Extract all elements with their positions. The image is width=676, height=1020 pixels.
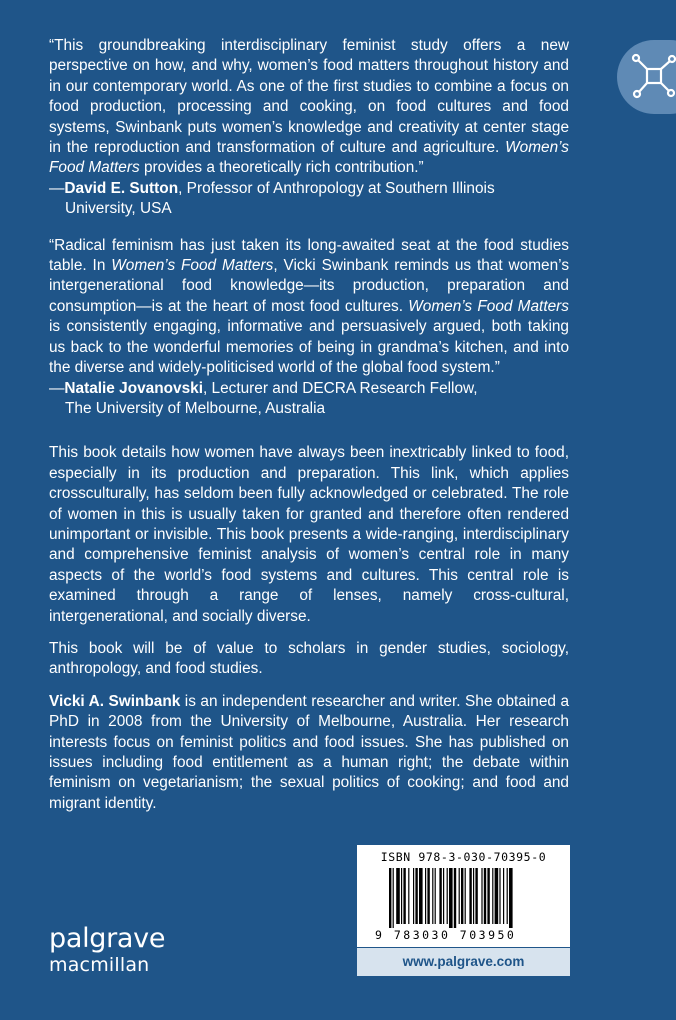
barcode-bar <box>465 868 466 924</box>
barcode-bar <box>449 868 453 928</box>
barcode-bar <box>443 868 444 924</box>
isbn-label: ISBN 978-3-030-70395-0 <box>380 850 547 864</box>
barcode-bar <box>469 868 471 924</box>
barcode-bars <box>389 868 549 928</box>
quote1-text-start: “This groundbreaking interdisciplinary feminist study offers a new perspective on how, and why, women’s food matters throughout history and in our contemporary world. As one of the first studies to combine a focus on food production, processing and cooking, on food cultures and food systems, Swinbank puts women’s knowledge and creativity at center stage in the reproduction and transformation of culture and agriculture. <box>49 37 569 157</box>
quote2-dash: — <box>49 379 65 397</box>
barcode-bar <box>408 868 409 924</box>
barcode-bar <box>389 868 391 928</box>
barcode-bar <box>413 868 414 924</box>
quote1-text-end: provides a theoretically rich contribution.” <box>143 159 424 177</box>
barcode-bar <box>484 868 486 924</box>
barcode-bar <box>475 868 477 924</box>
barcode-digits: 9 783030 703950 <box>375 928 517 942</box>
publisher-logo <box>49 925 165 977</box>
barcode-bar <box>432 868 433 924</box>
quote2-affiliation-2: The University of Melbourne, Australia <box>65 399 326 417</box>
bio-text: is an independent researcher and writer. She obtained a PhD in 2008 from the University of Melbourne, Australia. Her research interests focus on feminist politics and food issues. She has published on issues including food entitlement as a human right; the debate within feminism on vegetarianism; the sexual politics of cooking; and food and migrant identity. <box>49 692 570 812</box>
isbn-barcode <box>357 845 570 947</box>
barcode-bar <box>461 868 463 924</box>
quote1-attribution <box>49 179 569 220</box>
author-bio <box>49 692 569 814</box>
endorsement-quote-1 <box>49 36 569 220</box>
barcode-bar <box>473 868 474 924</box>
barcode-bar <box>396 868 400 924</box>
barcode-bar <box>507 868 508 924</box>
barcode-bar <box>425 868 426 924</box>
barcode-bar <box>487 868 489 924</box>
quote1-book-title: Women’s Food Matters <box>49 139 569 177</box>
barcode-bar <box>454 868 456 928</box>
endorsement-quote-2 <box>49 236 569 420</box>
barcode-bar <box>427 868 429 924</box>
cover-text-column <box>49 36 569 814</box>
quote1-affiliation-2: University, USA <box>65 200 172 218</box>
barcode-bar <box>492 868 493 924</box>
publisher-logo-line2: macmillan <box>49 954 150 976</box>
barcode-bar <box>435 868 436 924</box>
barcode-bar <box>393 868 394 928</box>
quote2-author: Natalie Jovanovski <box>64 379 203 397</box>
quote2-text-a: “Radical feminism has just taken its long-awaited seat at the food studies table. In <box>49 236 569 275</box>
network-icon <box>629 52 676 104</box>
barcode-bar <box>459 868 460 924</box>
quote1-dash: — <box>49 179 65 197</box>
barcode-bar <box>401 868 402 924</box>
barcode-bar <box>447 868 448 924</box>
barcode-bar <box>415 868 417 924</box>
barcode-bar <box>495 868 499 924</box>
barcode-bar <box>439 868 441 924</box>
barcode-bar <box>481 868 482 924</box>
barcode-bar <box>403 868 405 924</box>
description-paragraph-2: This book will be of value to scholars in gender studies, sociology, anthropology, and food studies. <box>49 639 569 678</box>
quote1-affiliation-1: , Professor of Anthropology at Southern Illinois <box>178 179 495 197</box>
quote2-affiliation-1: , Lecturer and DECRA Research Fellow, <box>202 379 478 397</box>
springer-link-badge[interactable] <box>617 40 676 114</box>
quote2-book-title-1: Women’s Food Matters <box>111 257 274 275</box>
quote2-attribution <box>49 379 569 420</box>
description-paragraph-1: This book details how women have always been inextricably linked to food, especially in its production and preparation. This link, which applies crossculturally, has seldom been fully acknowledged or celebrated. The role of women in this is usually taken for granted and therefore often rendered unimportant or invisible. This book presents a wide-ranging, interdisciplinary and comprehensive feminist analysis of women’s central role in many aspects of the world’s food systems and cultures. This central role is examined through a range of lenses, namely cross-cultural, intergenerational, and socially diverse. <box>49 444 569 625</box>
quote1-author: David E. Sutton <box>64 179 179 197</box>
barcode-bar <box>509 868 513 928</box>
barcode-bar <box>499 868 500 924</box>
bio-author-name: Vicki A. Swinbank <box>49 692 181 710</box>
quote2-text-b: , Vicki Swinbank reminds us that women’s intergenerational food knowledge—its production, preparation and consumption—is at the heart of most food cultures. <box>49 257 570 315</box>
barcode-bar <box>419 868 423 924</box>
barcode-bar <box>503 868 504 924</box>
quote2-book-title-2: Women’s Food Matters <box>408 297 569 315</box>
quote2-text-c: is consistently engaging, informative and persuasively argued, both taking us back to the wonderful memories of being in grandma’s kitchen, and into the diverse and widely-politicised world of the global food system.” <box>49 318 569 377</box>
publisher-logo-line1: palgrave <box>49 923 166 954</box>
publisher-url[interactable]: www.palgrave.com <box>357 948 570 976</box>
